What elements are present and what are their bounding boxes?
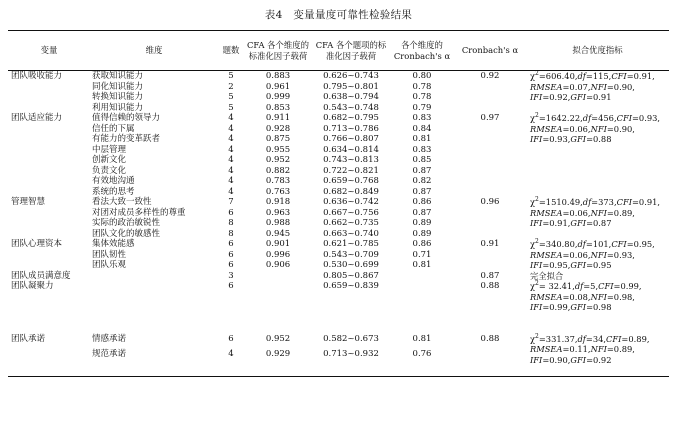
cfa-dimension-loading: 0.783 [265, 176, 291, 186]
cfa-dimension-loading: 0.875 [265, 134, 291, 144]
item-count: 4 [228, 349, 234, 360]
cfa-item-loading: 0.662~0.735 [323, 218, 379, 228]
dimension-alpha: 0.76 [412, 349, 432, 360]
variable-name: 团队承诺 [11, 333, 46, 344]
variable-name-empty [8, 103, 90, 114]
dimension-alpha: 0.84 [412, 123, 432, 134]
cfa-item-loading: 0.795~0.801 [323, 81, 379, 92]
cfa-dimension-loading: 0.906 [265, 260, 291, 270]
cronbach-alpha: 0.87 [480, 270, 500, 281]
cfa-dimension-loading [244, 281, 312, 313]
fit-index-line: $\chi^2=1510.49,df=373,CFI=0.91$, [530, 196, 661, 207]
table-row [8, 334, 669, 350]
item-count: 4 [228, 113, 234, 123]
table-row [8, 71, 669, 82]
fit-index-line: $\chi^2=340.80,df=101,CFI=0.95$, [530, 238, 655, 249]
cfa-dimension-loading: 0.988 [265, 218, 291, 228]
dimension-name: 有能力的变革跃者 [92, 134, 161, 144]
dimension-alpha: 0.85 [412, 155, 432, 165]
cfa-dimension-loading [244, 271, 312, 282]
fit-indices [526, 281, 669, 313]
fit-indices [526, 271, 669, 282]
cfa-item-loading: 0.543~0.709 [323, 249, 379, 260]
variable-name-empty [8, 349, 90, 365]
cfa-item-loading: 0.659~0.839 [323, 281, 379, 291]
variable-name-empty [8, 92, 90, 103]
fit-indices [526, 197, 669, 239]
cfa-dimension-loading: 0.996 [265, 249, 291, 260]
cronbach-alpha: 0.92 [480, 71, 500, 81]
header-cfa-item: CFA 各个题项的标准化因子载荷 [315, 40, 387, 61]
item-count: 4 [228, 186, 234, 197]
dimension-alpha: 0.87 [412, 186, 432, 197]
dimension-name: 转换知识能力 [92, 92, 144, 102]
header-items: 题数 [222, 45, 240, 56]
item-count: 3 [228, 270, 234, 281]
item-count: 4 [228, 134, 234, 144]
item-count: 4 [228, 165, 234, 176]
fit-index-line: RMSEA=0.06,NFI=0.89, [530, 207, 635, 218]
dimension-name: 同化知识能力 [92, 81, 144, 92]
cfa-dimension-loading: 0.952 [265, 333, 291, 344]
cfa-item-loading: 0.682~0.849 [323, 186, 379, 197]
cfa-dimension-loading: 0.929 [265, 349, 291, 360]
fit-index-line: $\chi^2=606.40,df=115,CFI=0.91$, [530, 70, 655, 81]
variable-name: 管理智慧 [11, 197, 46, 207]
variable-name: 团队成员满意度 [11, 270, 71, 281]
variable-name-empty [8, 124, 90, 135]
dimension-alpha: 0.83 [412, 144, 432, 155]
dimension-name: 利用知识能力 [92, 102, 144, 113]
variable-name-empty [8, 218, 90, 229]
dimension-name: 信任的下属 [92, 123, 135, 134]
cfa-item-loading: 0.638~0.794 [323, 92, 379, 102]
dimension-name: 规范承诺 [92, 349, 127, 360]
variable-name-empty [8, 208, 90, 219]
table-row [8, 271, 669, 282]
fit-index-line: IFI=0.91,GFI=0.87 [530, 218, 612, 228]
fit-index-line: RMSEA=0.11,NFI=0.89, [530, 344, 635, 354]
fit-indices [526, 113, 669, 197]
cfa-item-loading: 0.722~0.821 [323, 165, 379, 176]
dimension-alpha: 0.71 [412, 249, 432, 260]
cfa-item-loading: 0.682~0.795 [323, 113, 379, 123]
dimension-alpha: 0.87 [412, 207, 432, 218]
table-body [8, 71, 669, 377]
table-header-row [8, 31, 669, 71]
fit-index-line: IFI=0.99,GFI=0.98 [530, 302, 612, 312]
variable-name: 团队吸收能力 [11, 71, 63, 81]
item-count: 6 [228, 239, 234, 249]
cfa-dimension-loading: 0.961 [265, 81, 291, 92]
variable-name: 团队适应能力 [11, 113, 63, 123]
header-fit: 拟合优度指标 [572, 45, 623, 56]
cronbach-alpha: 0.91 [480, 239, 500, 249]
item-count: 7 [228, 197, 234, 207]
fit-index-line: IFI=0.93,GFI=0.88 [530, 134, 612, 144]
item-count: 6 [228, 281, 234, 291]
item-count: 5 [228, 102, 234, 113]
dimension-alpha: 0.86 [412, 239, 432, 249]
fit-indices [526, 71, 669, 114]
item-count: 8 [228, 218, 234, 228]
table-caption: 表4 变量量度可靠性检验结果 [264, 9, 413, 21]
cronbach-alpha: 0.88 [480, 281, 500, 291]
cfa-dimension-loading: 0.945 [265, 228, 291, 239]
variable-name-empty [8, 155, 90, 166]
dimension-name: 中层管理 [92, 144, 127, 155]
variable-name-empty [8, 82, 90, 93]
cronbach-alpha: 0.96 [480, 197, 500, 207]
dimension-alpha: 0.89 [412, 228, 432, 239]
cfa-item-loading: 0.543~0.748 [323, 102, 379, 113]
variable-name: 团队心理资本 [11, 239, 63, 249]
item-count: 6 [228, 333, 234, 344]
variable-name: 团队凝聚力 [11, 281, 54, 291]
cfa-dimension-loading: 0.853 [265, 102, 291, 113]
dimension-name: 团队韧性 [92, 249, 127, 260]
fit-index-line: RMSEA=0.07,NFI=0.90, [530, 81, 635, 92]
variable-name-empty [8, 250, 90, 261]
fit-indices [526, 334, 669, 366]
variable-name-empty [8, 176, 90, 187]
dimension-name: 系统的思考 [92, 186, 135, 197]
cfa-dimension-loading: 0.952 [265, 155, 291, 165]
item-count: 5 [228, 92, 234, 102]
variable-name-empty [8, 166, 90, 177]
fit-index-line: $\chi^2=1642.22,df=456,CFI=0.93$, [530, 112, 661, 123]
dimension-name: 集体效能感 [92, 239, 135, 249]
dimension-alpha: 0.87 [412, 165, 432, 176]
item-count: 8 [228, 228, 234, 239]
dimension-name: 实际的政治敏锐性 [92, 218, 161, 228]
dimension-alpha: 0.81 [412, 134, 432, 144]
item-count: 5 [228, 71, 234, 81]
fit-index-line: RMSEA=0.08,NFI=0.98, [530, 291, 635, 302]
dimension-name: 负责文化 [92, 165, 127, 176]
dimension-name: 有效地沟通 [92, 176, 135, 186]
cfa-item-loading: 0.743~0.813 [323, 155, 379, 165]
cfa-item-loading: 0.713~0.786 [323, 123, 379, 134]
dimension-alpha: 0.81 [412, 260, 432, 270]
item-count: 2 [228, 81, 234, 92]
cfa-item-loading: 0.766~0.807 [323, 134, 379, 144]
spacer-row [8, 323, 669, 334]
dimension-name: 创新文化 [92, 155, 127, 165]
cfa-dimension-loading: 0.901 [265, 239, 291, 249]
dimension-alpha: 0.79 [412, 102, 432, 113]
table-row [8, 197, 669, 208]
fit-index-line: $\chi^2= 32.41,df=5,CFI=0.99$, [530, 280, 642, 291]
dimension-name: 团队乐观 [92, 260, 127, 270]
dimension-alpha: 0.82 [412, 176, 432, 186]
cfa-item-loading: 0.713~0.932 [323, 349, 379, 360]
fit-index-line: RMSEA=0.06,NFI=0.93, [530, 249, 635, 260]
item-count: 6 [228, 207, 234, 218]
cfa-item-loading: 0.530~0.699 [323, 260, 379, 270]
cfa-dimension-loading: 0.882 [265, 165, 291, 176]
dimension-alpha: 0.81 [412, 333, 432, 344]
spacer-row [8, 365, 669, 376]
cfa-dimension-loading: 0.999 [265, 92, 291, 102]
table-row [8, 281, 669, 313]
cfa-dimension-loading: 0.911 [265, 113, 291, 123]
cfa-item-loading: 0.805~0.867 [323, 270, 379, 281]
cfa-dimension-loading: 0.963 [265, 207, 291, 218]
cfa-dimension-loading: 0.955 [265, 144, 291, 155]
item-count: 6 [228, 249, 234, 260]
header-cfa-dimension: CFA 各个维度的标准化因子载荷 [246, 40, 310, 61]
cfa-item-loading: 0.621~0.785 [323, 239, 379, 249]
reliability-table [8, 30, 669, 377]
fit-indices [526, 239, 669, 271]
variable-name-empty [8, 145, 90, 156]
dimension-alpha: 0.83 [412, 113, 432, 123]
cfa-item-loading: 0.663~0.740 [323, 228, 379, 239]
fit-index-line: IFI=0.95,GFI=0.95 [530, 260, 612, 270]
header-alpha: Cronbach's α [461, 45, 519, 56]
item-count: 4 [228, 176, 234, 186]
cfa-dimension-loading: 0.763 [265, 186, 291, 197]
cfa-item-loading: 0.582~0.673 [323, 333, 379, 344]
cfa-dimension-loading: 0.918 [265, 197, 291, 207]
spacer-row [8, 313, 669, 324]
dimension-alpha [390, 271, 454, 282]
dimension-name: 团队文化的敏感性 [92, 228, 161, 239]
fit-index-line: $\chi^2=331.37,df=34,CFI=0.89$, [530, 332, 650, 344]
header-alpha-dimension: 各个维度的Cronbach's α [393, 40, 451, 61]
variable-name-empty [8, 260, 90, 271]
cfa-item-loading: 0.636~0.742 [323, 197, 379, 207]
dimension-alpha: 0.86 [412, 197, 432, 207]
cfa-item-loading: 0.634~0.814 [323, 144, 379, 155]
header-dimension: 维度 [145, 45, 163, 56]
dimension-alpha: 0.80 [412, 71, 432, 81]
dimension-name: 值得信赖的领导力 [92, 113, 161, 123]
table-row [8, 113, 669, 124]
variable-name-empty [8, 187, 90, 198]
dimension-alpha [390, 281, 454, 313]
cfa-dimension-loading: 0.883 [265, 71, 291, 81]
cfa-item-loading: 0.667~0.756 [323, 207, 379, 218]
cfa-dimension-loading: 0.928 [265, 123, 291, 134]
variable-name-empty [8, 229, 90, 240]
dimension-alpha: 0.78 [412, 92, 432, 102]
fit-index-line: IFI=0.90,GFI=0.92 [530, 354, 612, 365]
cfa-item-loading: 0.659~0.768 [323, 176, 379, 186]
dimension-name: 获取知识能力 [92, 71, 144, 81]
fit-index-line: RMSEA=0.06,NFI=0.90, [530, 123, 635, 134]
cfa-item-loading: 0.626~0.743 [323, 71, 379, 81]
item-count: 6 [228, 260, 234, 270]
header-variable: 变量 [40, 45, 58, 56]
fit-index-line: 完全拟合 [530, 270, 564, 281]
table-row [8, 239, 669, 250]
cronbach-alpha: 0.88 [480, 333, 500, 344]
item-count: 4 [228, 123, 234, 134]
dimension-name: 看法大致一致性 [92, 197, 152, 207]
item-count: 4 [228, 144, 234, 155]
dimension-alpha: 0.89 [412, 218, 432, 228]
fit-index-line: IFI=0.92,GFI=0.91 [530, 92, 612, 102]
item-count: 4 [228, 155, 234, 165]
dimension-alpha: 0.78 [412, 81, 432, 92]
dimension-name: 对团对成员多样性的尊重 [92, 207, 186, 218]
dimension-name [90, 271, 218, 282]
cronbach-alpha: 0.97 [480, 113, 500, 123]
dimension-name: 情感承诺 [92, 333, 127, 344]
dimension-name [90, 281, 218, 313]
variable-name-empty [8, 134, 90, 145]
